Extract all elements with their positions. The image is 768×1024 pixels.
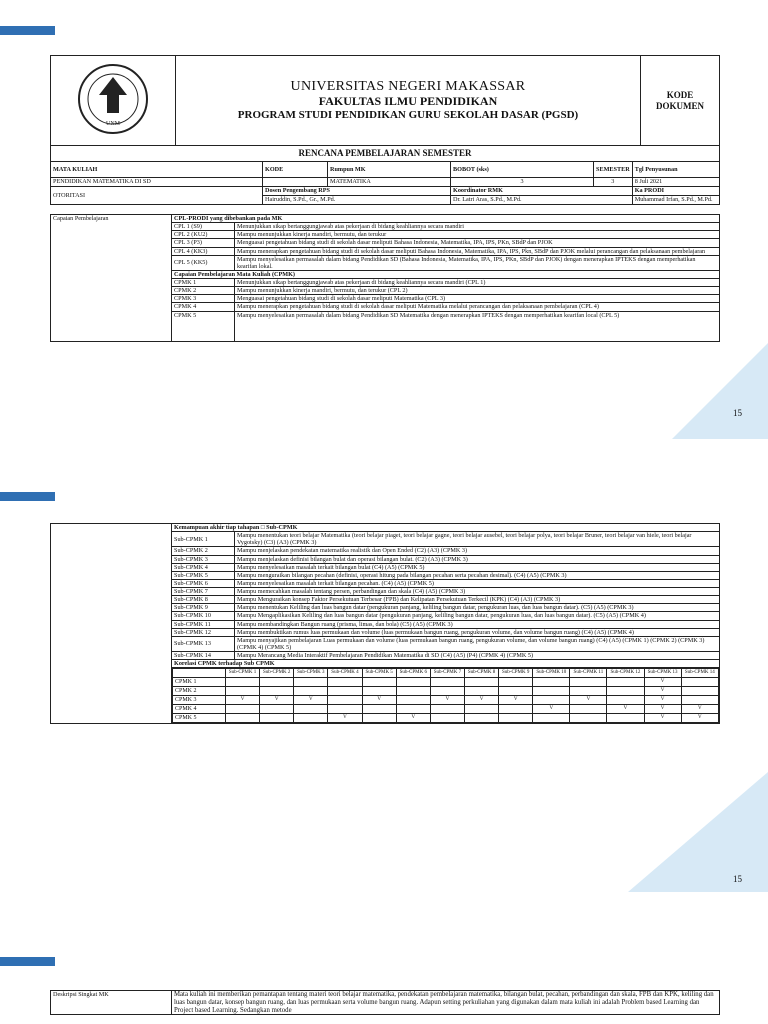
sub-cpmk-code: Sub-CPMK 8 (172, 596, 235, 604)
matrix-col-header: Sub-CPMK 3 (294, 669, 328, 678)
cpl-header: CPL-PRODI yang dibebankan pada MK (172, 215, 720, 223)
description-table (50, 990, 720, 1015)
svg-text:UNM: UNM (105, 121, 121, 128)
cpmk-code: CPMK 4 (172, 303, 235, 311)
matrix-empty-cell (362, 687, 396, 696)
sub-cpmk-code: Sub-CPMK 1 (172, 532, 235, 547)
value-semester: 3 (594, 178, 633, 187)
sub-cpmk-text: Mampu Merancang Media Interaktif Pembelajaran Pendidikan Matematika di SD (C4) (A5) (P4) (CPMK 4) (CPMK 5) (235, 652, 720, 660)
matrix-check-cell: V (644, 714, 681, 723)
sub-cpmk-text: Mampu menyelesaikan masalah terkait bilangan bulat (C4) (A5) (CPMK 5) (235, 563, 720, 571)
matrix-check-cell: V (362, 696, 396, 705)
matrix-corner (173, 669, 226, 678)
sub-cpmk-code: Sub-CPMK 13 (172, 636, 235, 651)
matrix-row (173, 705, 719, 714)
matrix-col-header: Sub-CPMK 14 (681, 669, 718, 678)
matrix-empty-cell (681, 678, 718, 687)
label-kaprodi: Ka PRODI (632, 187, 719, 196)
matrix-col-header: Sub-CPMK 1 (226, 669, 260, 678)
matrix-empty-cell (328, 696, 362, 705)
matrix-empty-cell (260, 678, 294, 687)
matrix-row (173, 696, 719, 705)
matrix-row-label: CPMK 2 (173, 687, 226, 696)
sub-cpmk-code: Sub-CPMK 11 (172, 620, 235, 628)
matrix-empty-cell (533, 687, 570, 696)
sub-cpmk-text: Mampu Mengaplikasikan Keliling dan luas bangun datar (pengukuran panjang, keliling bangun datar, pengukuran luas, dan luas bangun datar). (C5) (A5) (CPMK 4) (235, 612, 720, 620)
matrix-empty-cell (294, 687, 328, 696)
matrix-empty-cell (570, 687, 607, 696)
cpl-text: Menunjukkan sikap bertanggungjawab atas pekerjaan di bidang keahliannya secara mandiri (235, 223, 720, 231)
matrix-empty-cell (328, 678, 362, 687)
matrix-empty-cell (499, 687, 533, 696)
matrix-empty-cell (396, 705, 430, 714)
matrix-check-cell: V (430, 696, 464, 705)
matrix-empty-cell (226, 705, 260, 714)
matrix-empty-cell (607, 687, 644, 696)
matrix-col-header: Sub-CPMK 7 (430, 669, 464, 678)
matrix-empty-cell (362, 705, 396, 714)
label-rumpun: Rumpun MK (328, 162, 451, 178)
matrix-row (173, 687, 719, 696)
sub-cpmk-code: Sub-CPMK 14 (172, 652, 235, 660)
logo-cell (51, 56, 176, 146)
label-otoritasi: OTORITASI (51, 187, 263, 205)
matrix-row-label: CPMK 3 (173, 696, 226, 705)
cpmk-text: Mampu menyelesaikan permasalah dalam bidang Pendidikan SD Matematika dengan menerapkan IPTEKS dengan memperhatikan kearifan local (CPL 5) (235, 311, 720, 341)
matrix-check-cell: V (644, 696, 681, 705)
cpl-text: Mampu menyelesaikan permasalah dalam bidang Pendidikan SD (Bahasa Indonesia, Matematika, IPA, IPS, PKn, SBdP dan PJOK) dengan menerapkan IPTEKS dengan memperhatikan kearifan lokal. (235, 255, 720, 270)
unm-logo-icon (77, 63, 149, 135)
accent-bar-2 (0, 492, 55, 501)
cpmk-code: CPMK 1 (172, 279, 235, 287)
sub-cpmk-table (50, 523, 720, 724)
matrix-check-cell: V (328, 714, 362, 723)
decor-triangle-2 (628, 772, 768, 892)
sub-cpmk-code: Sub-CPMK 2 (172, 547, 235, 555)
cpmk-code: CPMK 2 (172, 287, 235, 295)
matrix-empty-cell (533, 714, 570, 723)
matrix-empty-cell (570, 678, 607, 687)
matrix-check-cell: V (644, 678, 681, 687)
matrix-empty-cell (681, 696, 718, 705)
label-bobot: BOBOT (sks) (451, 162, 594, 178)
sub-cpmk-blank-cell (51, 524, 172, 724)
matrix-empty-cell (396, 678, 430, 687)
sub-cpmk-text: Mampu menyajikan pembelajaran Luas permukaan dan volume (luas permukaan bangun ruang, pengukuran volume, dan volume bangun ruang) (C4) (A5) (CPMK 1) (CPMK 2) (CPMK 3) (CPMK 4) (CPMK 5) (235, 636, 720, 651)
matrix-row (173, 678, 719, 687)
sub-cpmk-text: Mampu menguraikan bilangan pecahan (definisi, operasi hitung pada bilangan pecahan serta pecahan desimal). (C4) (A5) (CPMK 3) (235, 571, 720, 579)
matrix-empty-cell (570, 714, 607, 723)
matrix-col-header: Sub-CPMK 4 (328, 669, 362, 678)
faculty-name: FAKULTAS ILMU PENDIDIKAN (318, 94, 498, 109)
sub-cpmk-code: Sub-CPMK 9 (172, 604, 235, 612)
matrix-empty-cell (260, 705, 294, 714)
sub-cpmk-code: Sub-CPMK 7 (172, 588, 235, 596)
label-capaian: Capaian Pembelajaran (51, 215, 172, 342)
cpmk-header: Capaian Pembelajaran Mata Kuliah (CPMK) (172, 270, 720, 278)
matrix-check-cell: V (499, 696, 533, 705)
matrix-col-header: Sub-CPMK 5 (362, 669, 396, 678)
accent-bar-1 (0, 26, 55, 35)
matrix-empty-cell (464, 687, 498, 696)
label-kode: KODE (263, 162, 328, 178)
matrix-empty-cell (464, 705, 498, 714)
cpmk-code: CPMK 5 (172, 311, 235, 341)
matrix-empty-cell (362, 678, 396, 687)
matrix-empty-cell (396, 687, 430, 696)
cpl-code: CPL 3 (P3) (172, 239, 235, 247)
sub-cpmk-text: Mampu menyelesaikan masalah terkait bilangan pecahan. (C4) (A5) (CPMK 5) (235, 579, 720, 587)
label-mata-kuliah: MATA KULIAH (51, 162, 263, 178)
sub-cpmk-header: Kemampuan akhir tiap tahapan □ Sub-CPMK (172, 524, 720, 532)
sub-cpmk-text: Mampu menjelaskan definisi bilangan bulat dan operasi bilangan bulat. (C2) (A3) (CPMK 3) (235, 555, 720, 563)
matrix-empty-cell (464, 714, 498, 723)
sub-cpmk-text: Mampu membandingkan Bangun ruang (prisma, limas, dan bola) (C5) (A5) (CPMK 3) (235, 620, 720, 628)
cpl-code: CPL 5 (KK5) (172, 255, 235, 270)
label-semester: SEMESTER (594, 162, 633, 178)
matrix-empty-cell (260, 687, 294, 696)
matrix-row-label: CPMK 1 (173, 678, 226, 687)
value-rumpun: MATEMATIKA (328, 178, 451, 187)
matrix-col-header: Sub-CPMK 10 (533, 669, 570, 678)
capaian-table (50, 214, 720, 342)
sub-cpmk-code: Sub-CPMK 5 (172, 571, 235, 579)
cpl-text: Mampu menunjukkan kinerja mandiri, bermutu, dan terukur (235, 231, 720, 239)
value-bobot: 3 (451, 178, 594, 187)
program-name: PROGRAM STUDI PENDIDIKAN GURU SEKOLAH DASAR (PGSD) (237, 109, 579, 122)
matrix-empty-cell (499, 678, 533, 687)
sub-cpmk-text: Mampu membuktikan rumus luas permukaan dan volume (luas permukaan bangun ruang, pengukuran volume, dan volume bangun ruang) (C4) (A5) (CPMK 4) (235, 628, 720, 636)
value-dosen: Hairuddin, S.Pd., Gr., M.Pd. (263, 196, 451, 205)
matrix-col-header: Sub-CPMK 13 (644, 669, 681, 678)
value-tgl: 8 Juli 2021 (632, 178, 719, 187)
matrix-empty-cell (294, 705, 328, 714)
course-info-table (50, 145, 720, 205)
matrix-check-cell: V (226, 696, 260, 705)
cpl-code: CPL 1 (S9) (172, 223, 235, 231)
sub-cpmk-text: Mampu Menguraikan konsep Faktor Persekutuan Terbesar (FPB) dan Kelipatan Persekutuan Terkecil (KPK) (C4) (A3) (CPMK 3) (235, 596, 720, 604)
cpl-code: CPL 2 (KU2) (172, 231, 235, 239)
sub-cpmk-text: Mampu menentukan teori belajar Matematika (teori belajar piaget, teori belajar gagne, teori belajar ausebel, teori belajar polya, teori belajar Bruner, teori belajar van hiele, teori belajar Vygotsky) (C3) (A3) (CPMK 3) (235, 532, 720, 547)
matrix-empty-cell (396, 696, 430, 705)
matrix-col-header: Sub-CPMK 8 (464, 669, 498, 678)
matrix-empty-cell (430, 687, 464, 696)
rps-header-table (50, 55, 720, 146)
matrix-col-header: Sub-CPMK 2 (260, 669, 294, 678)
decor-triangle-1 (672, 343, 768, 439)
matrix-check-cell: V (607, 705, 644, 714)
matrix-check-cell: V (294, 696, 328, 705)
sub-cpmk-text: Mampu menjelaskan pendekatan matematika realistik dan Open Ended (C2) (A3) (CPMK 3) (235, 547, 720, 555)
sub-cpmk-code: Sub-CPMK 12 (172, 628, 235, 636)
matrix-empty-cell (294, 678, 328, 687)
matrix-row-label: CPMK 5 (173, 714, 226, 723)
cpmk-code: CPMK 3 (172, 295, 235, 303)
matrix-col-header: Sub-CPMK 6 (396, 669, 430, 678)
matrix-check-cell: V (570, 696, 607, 705)
kode-dokumen: KODE DOKUMEN (641, 56, 720, 146)
matrix-empty-cell (607, 696, 644, 705)
doc-title: RENCANA PEMBELAJARAN SEMESTER (51, 146, 720, 162)
matrix-col-header: Sub-CPMK 11 (570, 669, 607, 678)
matrix-cell (172, 668, 720, 724)
matrix-check-cell: V (681, 705, 718, 714)
matrix-empty-cell (328, 705, 362, 714)
value-kode (263, 178, 328, 187)
accent-bar-3 (0, 957, 55, 966)
matrix-empty-cell (607, 714, 644, 723)
sub-cpmk-text: Mampu menentukan Keliling dan luas bangun datar (pengukuran panjang, keliling bangun datar, pengukuran luas, dan luas bangun datar). (C5) (A5) (CPMK 3) (235, 604, 720, 612)
matrix-empty-cell (430, 714, 464, 723)
matrix-empty-cell (226, 678, 260, 687)
matrix-empty-cell (362, 714, 396, 723)
matrix-col-header: Sub-CPMK 9 (499, 669, 533, 678)
matrix-check-cell: V (396, 714, 430, 723)
matrix-empty-cell (607, 678, 644, 687)
label-deskripsi: Deskripsi Singkat MK (51, 991, 172, 1015)
institution-cell (176, 56, 641, 146)
deskripsi-text: Mata kuliah ini memberikan pemantapan tentang materi teori belajar matematika, pendekatan pembelajaran matematika, bilangan bulat, pecahan, perbandingan dan skala, FPB dan KPK, keliling dan luas bangun datar, konsep bangun ruang, dan luas permukaan serta volume bangun ruang. Adapun setting perkuliahan yang digunakan dalam mata kuliah ini adalah Problem based Learning dan Project based Learning. Sedangkan metode (172, 991, 720, 1015)
page-number-1: 15 (733, 408, 742, 418)
cpmk-text: Mampu menunjukkan kinerja mandiri, bermutu, dan terukur (CPL 2) (235, 287, 720, 295)
matrix-empty-cell (260, 714, 294, 723)
sub-cpmk-code: Sub-CPMK 6 (172, 579, 235, 587)
value-koordinator: Dr. Latri Aras, S.Pd., M.Pd. (451, 196, 633, 205)
matrix-empty-cell (464, 678, 498, 687)
matrix-check-cell: V (644, 705, 681, 714)
sub-cpmk-code: Sub-CPMK 10 (172, 612, 235, 620)
matrix-empty-cell (430, 678, 464, 687)
cpmk-text: Menunjukkan sikap bertanggungjawab atas pekerjaan di bidang keahliannya secara mandiri (CPL 1) (235, 279, 720, 287)
label-dosen-pengembang: Dosen Pengembang RPS (263, 187, 451, 196)
value-kaprodi: Muhammad Irfan, S.Pd., M.Pd. (632, 196, 719, 205)
matrix-check-cell: V (681, 714, 718, 723)
cpl-text: Mampu menerapkan pengetahuan bidang studi di sekolah dasar meliputi Bahasa Indonesia, Matematika, IPA, IPS, Pkn, SBdP dan PJOK melalui perancangan dan pelaksanaan pembelajaran (235, 247, 720, 255)
matrix-check-cell: V (533, 705, 570, 714)
matrix-empty-cell (570, 705, 607, 714)
matrix-empty-cell (294, 714, 328, 723)
matrix-empty-cell (226, 714, 260, 723)
matrix-row-label: CPMK 4 (173, 705, 226, 714)
matrix-empty-cell (681, 687, 718, 696)
university-name: UNIVERSITAS NEGERI MAKASSAR (290, 79, 526, 95)
sub-cpmk-text: Mampu memecahkan masalah tentang persen, perbandingan dan skala (C4) (A5) (CPMK 3) (235, 588, 720, 596)
matrix-empty-cell (533, 696, 570, 705)
matrix-empty-cell (430, 705, 464, 714)
cpmk-text: Menguasai pengetahuan bidang studi di sekolah dasar meliputi Matematika (CPL 3) (235, 295, 720, 303)
cpl-text: Menguasai pengetahuan bidang studi di sekolah dasar meliputi Bahasa Indonesia, Matematika, IPA, IPS, PKn, SBdP dan PJOK (235, 239, 720, 247)
cpl-code: CPL 4 (KK3) (172, 247, 235, 255)
matrix-check-cell: V (464, 696, 498, 705)
label-tgl-penyusunan: Tgl Penyusunan (632, 162, 719, 178)
matrix-col-header: Sub-CPMK 12 (607, 669, 644, 678)
value-mata-kuliah: PENDIDIKAN MATEMATIKA DI SD (51, 178, 263, 187)
matrix-row (173, 714, 719, 723)
page-number-2: 15 (733, 874, 742, 884)
label-koordinator: Koordinator RMK (451, 187, 633, 196)
matrix-check-cell: V (260, 696, 294, 705)
matrix-empty-cell (533, 678, 570, 687)
sub-cpmk-code: Sub-CPMK 3 (172, 555, 235, 563)
matrix-empty-cell (226, 687, 260, 696)
matrix-empty-cell (499, 714, 533, 723)
sub-cpmk-code: Sub-CPMK 4 (172, 563, 235, 571)
cpmk-subcpmk-matrix (172, 668, 719, 723)
matrix-empty-cell (499, 705, 533, 714)
matrix-header: Korelasi CPMK terhadap Sub CPMK (172, 660, 720, 668)
matrix-check-cell: V (644, 687, 681, 696)
cpmk-text: Mampu menerapkan pengetahuan bidang studi di sekolah dasar meliputi Matematika melalui perancangan dan pelaksanaan pembelajaran (CPL 4) (235, 303, 720, 311)
matrix-empty-cell (328, 687, 362, 696)
